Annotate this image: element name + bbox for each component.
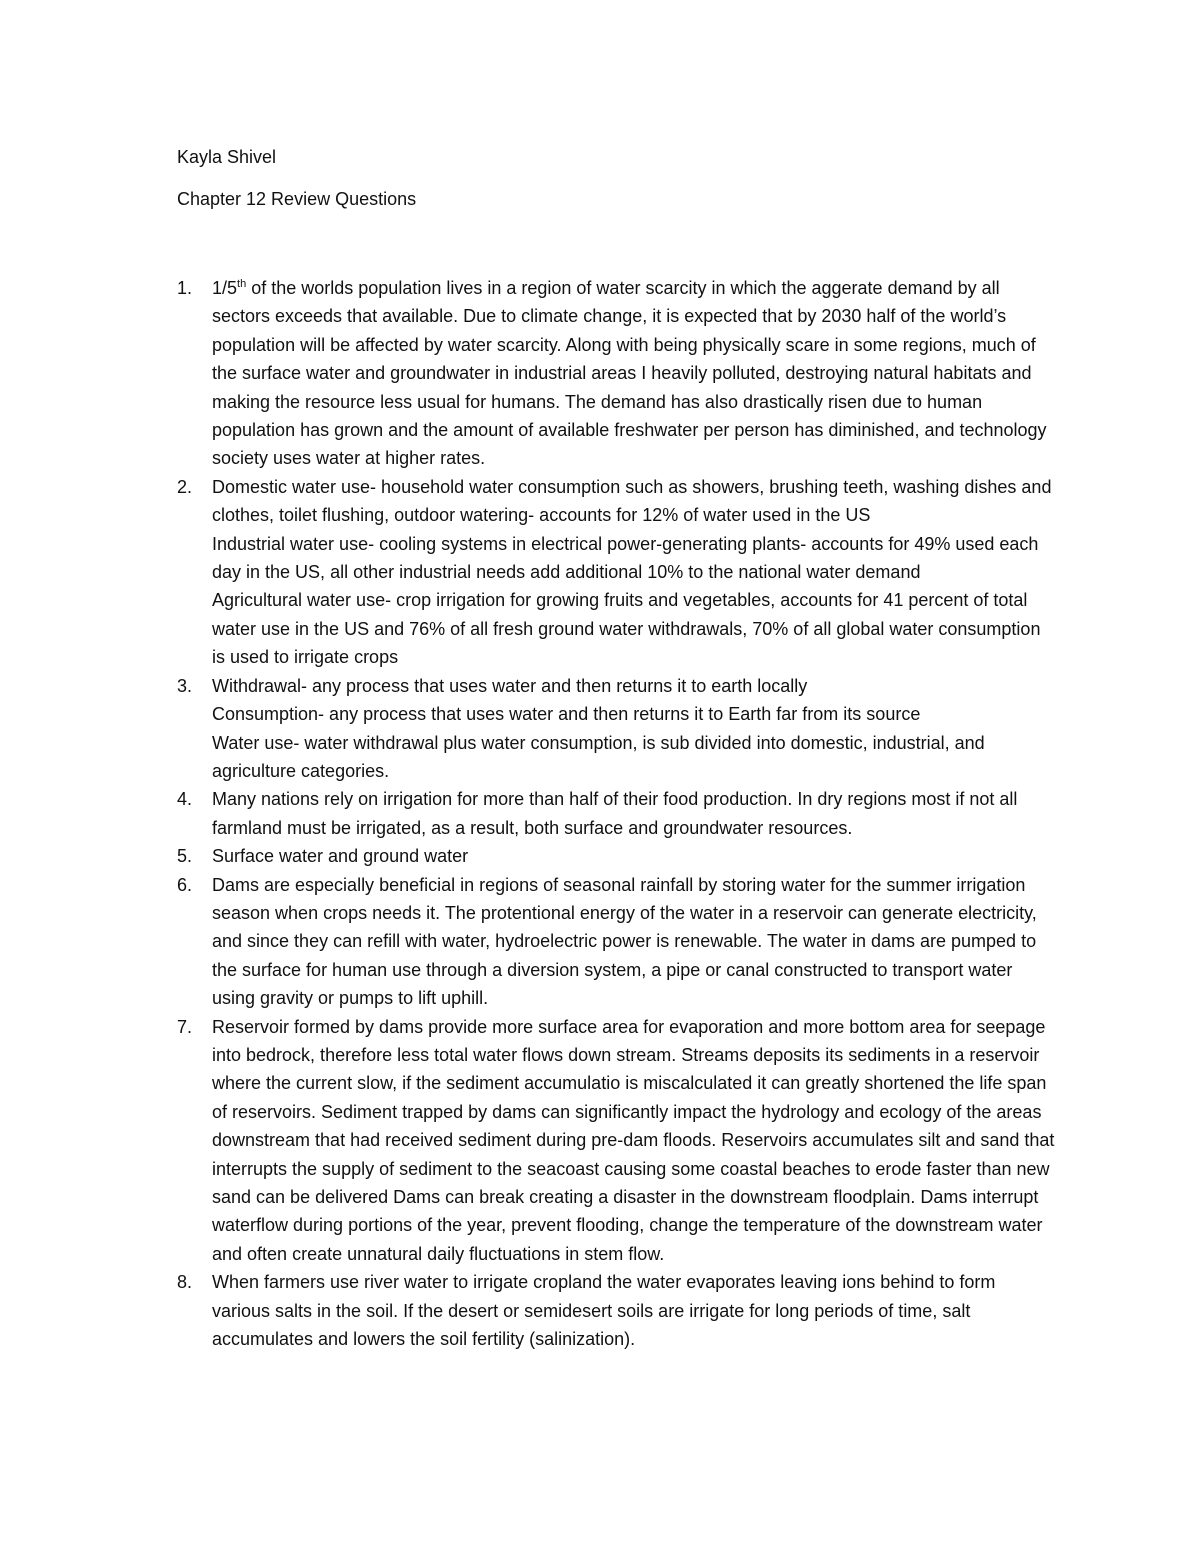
question-item-3 [177,672,1057,786]
question-number: 8. [177,1272,193,1293]
answer-paragraph: Domestic water use- household water consumption such as showers, brushing teeth, washing dishes and clothes, toilet flushing, outdoor watering- accounts for 12% of water used in the US [212,476,1052,526]
answer-paragraph: Dams are especially beneficial in regions of seasonal rainfall by storing water for the summer irrigation season when crops needs it. The protentional energy of the water in a reservoir can generate electricity, and since they can refill with water, hydroelectric power is renewable. The water in dams are pumped to the surface for human use through a diversion system, a pipe or canal constructed to transport water using gravity or pumps to lift uphill. [212,874,1037,1009]
answer-paragraph: Withdrawal- any process that uses water and then returns it to earth locally [212,675,808,696]
question-item-4 [177,785,1057,842]
question-number: 6. [177,874,193,895]
author-name: Kayla Shivel [177,147,277,167]
question-item-2 [177,473,1057,672]
answer-paragraph: Water use- water withdrawal plus water consumption, is sub divided into domestic, industrial, and agriculture categories. [212,732,985,781]
question-item-7 [177,1013,1057,1269]
question-item-8 [177,1268,1057,1353]
answer-paragraph: Consumption- any process that uses water and then returns it to Earth far from its source [212,704,921,725]
question-answer [212,672,1057,786]
answer-paragraph: Agricultural water use- crop irrigation for growing fruits and vegetables, accounts for 41 percent of total water use in the US and 76% of all fresh ground water withdrawals, 70% of all global water consumption is used to irrigate crops [212,590,1041,668]
question-number: 4. [177,789,193,810]
answer-paragraph: Surface water and ground water [212,846,469,867]
question-item-6 [177,871,1057,1013]
question-item-1 [177,274,1057,473]
answer-text: of the worlds population lives in a region of water scarcity in which the aggerate demand by all sectors exceeds that available. Due to climate change, it is expected that by 2030 half of the world’s population will be affected by water scarcity. Along with being physically scare in some regions, much of the surface water and groundwater in industrial areas I heavily polluted, destroying natural habitats and making the resource less usual for humans. The demand has also drastically risen due to human population has grown and the amount of available freshwater per person has diminished, and technology society uses water at higher rates. [212,278,1047,469]
question-number: 3. [177,675,193,696]
fraction-prefix: 1/5 [212,278,238,298]
answer-paragraph: When farmers use river water to irrigate cropland the water evaporates leaving ions behind to form various salts in the soil. If the desert or semidesert soils are irrigate for long periods of time, salt accumulates and lowers the soil fertility (salinization). [212,1272,996,1350]
document-title: Chapter 12 Review Questions [177,189,417,209]
question-number: 7. [177,1016,193,1037]
question-number: 2. [177,476,193,497]
question-answer [212,1268,1057,1353]
question-answer [212,473,1057,672]
question-answer [212,274,1057,473]
ordinal-superscript: th [237,278,247,290]
question-answer [212,785,1057,842]
question-answer [212,1013,1057,1269]
answer-paragraph: Industrial water use- cooling systems in electrical power-generating plants- accounts for 49% used each day in the US, all other industrial needs add additional 10% to the national water demand [212,533,1039,583]
question-item-5 [177,842,1057,870]
answer-paragraph: Reservoir formed by dams provide more surface area for evaporation and more bottom area for seepage into bedrock, therefore less total water flows down stream. Streams deposits its sediments in a reservoir where the current slow, if the sediment accumulatio is miscalculated it can greatly shortened the life span of reservoirs. Sediment trapped by dams can significantly impact the hydrology and ecology of the areas downstream that had received sediment during pre-dam floods. Reservoirs accumulates silt and sand that interrupts the supply of sediment to the seacoast causing some coastal beaches to erode faster than new sand can be delivered Dams can break creating a disaster in the downstream floodplain. Dams interrupt waterflow during portions of the year, prevent flooding, change the temperature of the downstream water and often create unnatural daily fluctuations in stem flow. [212,1016,1055,1264]
question-answer [212,871,1057,1013]
question-number: 5. [177,846,193,867]
answer-paragraph: Many nations rely on irrigation for more than half of their food production. In dry regions most if not all farmland must be irrigated, as a result, both surface and groundwater resources. [212,789,1018,838]
question-number: 1. [177,278,193,298]
answer-paragraph [212,274,1057,473]
question-answer [212,842,1057,870]
question-list [177,274,1057,1353]
